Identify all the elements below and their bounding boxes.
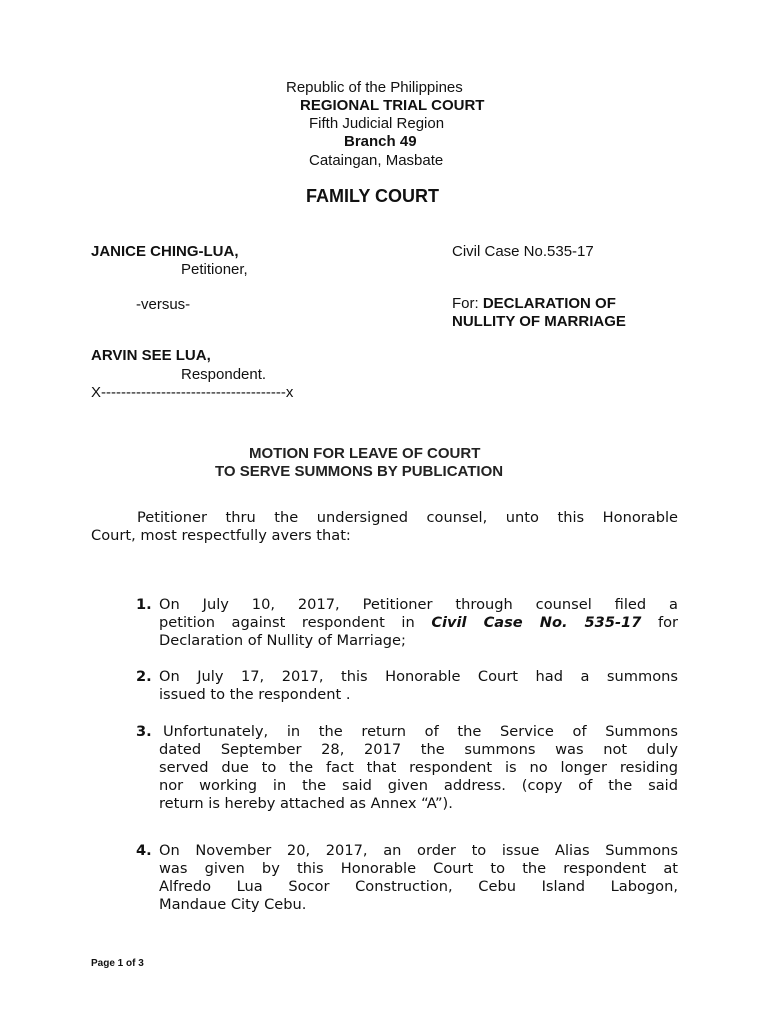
case-number: Civil Case No.535-17 — [452, 243, 594, 260]
item-3-line4: nor working in the said given address. (copy of the said — [159, 777, 678, 794]
item-4-number: 4. — [136, 842, 152, 859]
item-4-line2: was given by this Honorable Court to the respondent at — [159, 860, 678, 877]
for-nature-line1: DECLARATION OF — [482, 295, 616, 312]
intro-line2: Court, most respectfully avers that: — [91, 527, 351, 544]
motion-title-line1: MOTION FOR LEAVE OF COURT — [249, 445, 481, 462]
caption-separator: X-------------------------------------x — [91, 384, 294, 401]
petitioner-role: Petitioner, — [181, 261, 248, 278]
item-2-line2: issued to the respondent . — [159, 686, 351, 703]
item-3-line2: dated September 28, 2017 the summons was not duly — [159, 741, 678, 758]
court-location: Cataingan, Masbate — [309, 152, 444, 169]
case-reference: Civil Case No. 535-17 — [431, 614, 642, 631]
item-4-line3: Alfredo Lua Socor Construction, Cebu Island Labogon, — [159, 878, 678, 895]
item-1-line2: petition against respondent in Civil Case No. 535-17 for — [159, 614, 679, 631]
item-3-line5: return is hereby attached as Annex “A”). — [159, 795, 453, 812]
item-4-line4: Mandaue City Cebu. — [159, 896, 307, 913]
item-1-line1: On July 10, 2017, Petitioner through counsel filed a — [159, 596, 678, 613]
item-3-line3: served due to the fact that respondent is no longer residing — [159, 759, 678, 776]
case-for — [452, 295, 616, 312]
republic-line: Republic of the Philippines — [286, 79, 463, 96]
item-2-number: 2. — [136, 668, 152, 685]
page-number: Page 1 of 3 — [91, 958, 144, 969]
item-1-line3: Declaration of Nullity of Marriage; — [159, 632, 406, 649]
item-1-number: 1. — [136, 596, 152, 613]
respondent-role: Respondent. — [181, 366, 267, 383]
motion-title-line2: TO SERVE SUMMONS BY PUBLICATION — [215, 463, 504, 480]
item-2-line1: On July 17, 2017, this Honorable Court had a summons — [159, 668, 678, 685]
item-3-line1: Unfortunately, in the return of the Service of Summons — [163, 723, 678, 740]
intro-line1: Petitioner thru the undersigned counsel, unto this Honorable — [137, 509, 678, 526]
family-court-heading: FAMILY COURT — [306, 186, 440, 206]
item-3-number: 3. — [136, 723, 152, 740]
petitioner-name: JANICE CHING-LUA, — [91, 243, 239, 260]
versus: -versus- — [136, 296, 191, 313]
court-name: REGIONAL TRIAL COURT — [300, 97, 485, 114]
for-label: For: — [452, 295, 483, 312]
for-nature-line2: NULLITY OF MARRIAGE — [452, 313, 626, 330]
item-4-line1: On November 20, 2017, an order to issue Alias Summons — [159, 842, 678, 859]
branch: Branch 49 — [344, 133, 417, 150]
respondent-name: ARVIN SEE LUA, — [91, 347, 211, 364]
judicial-region: Fifth Judicial Region — [309, 115, 445, 132]
